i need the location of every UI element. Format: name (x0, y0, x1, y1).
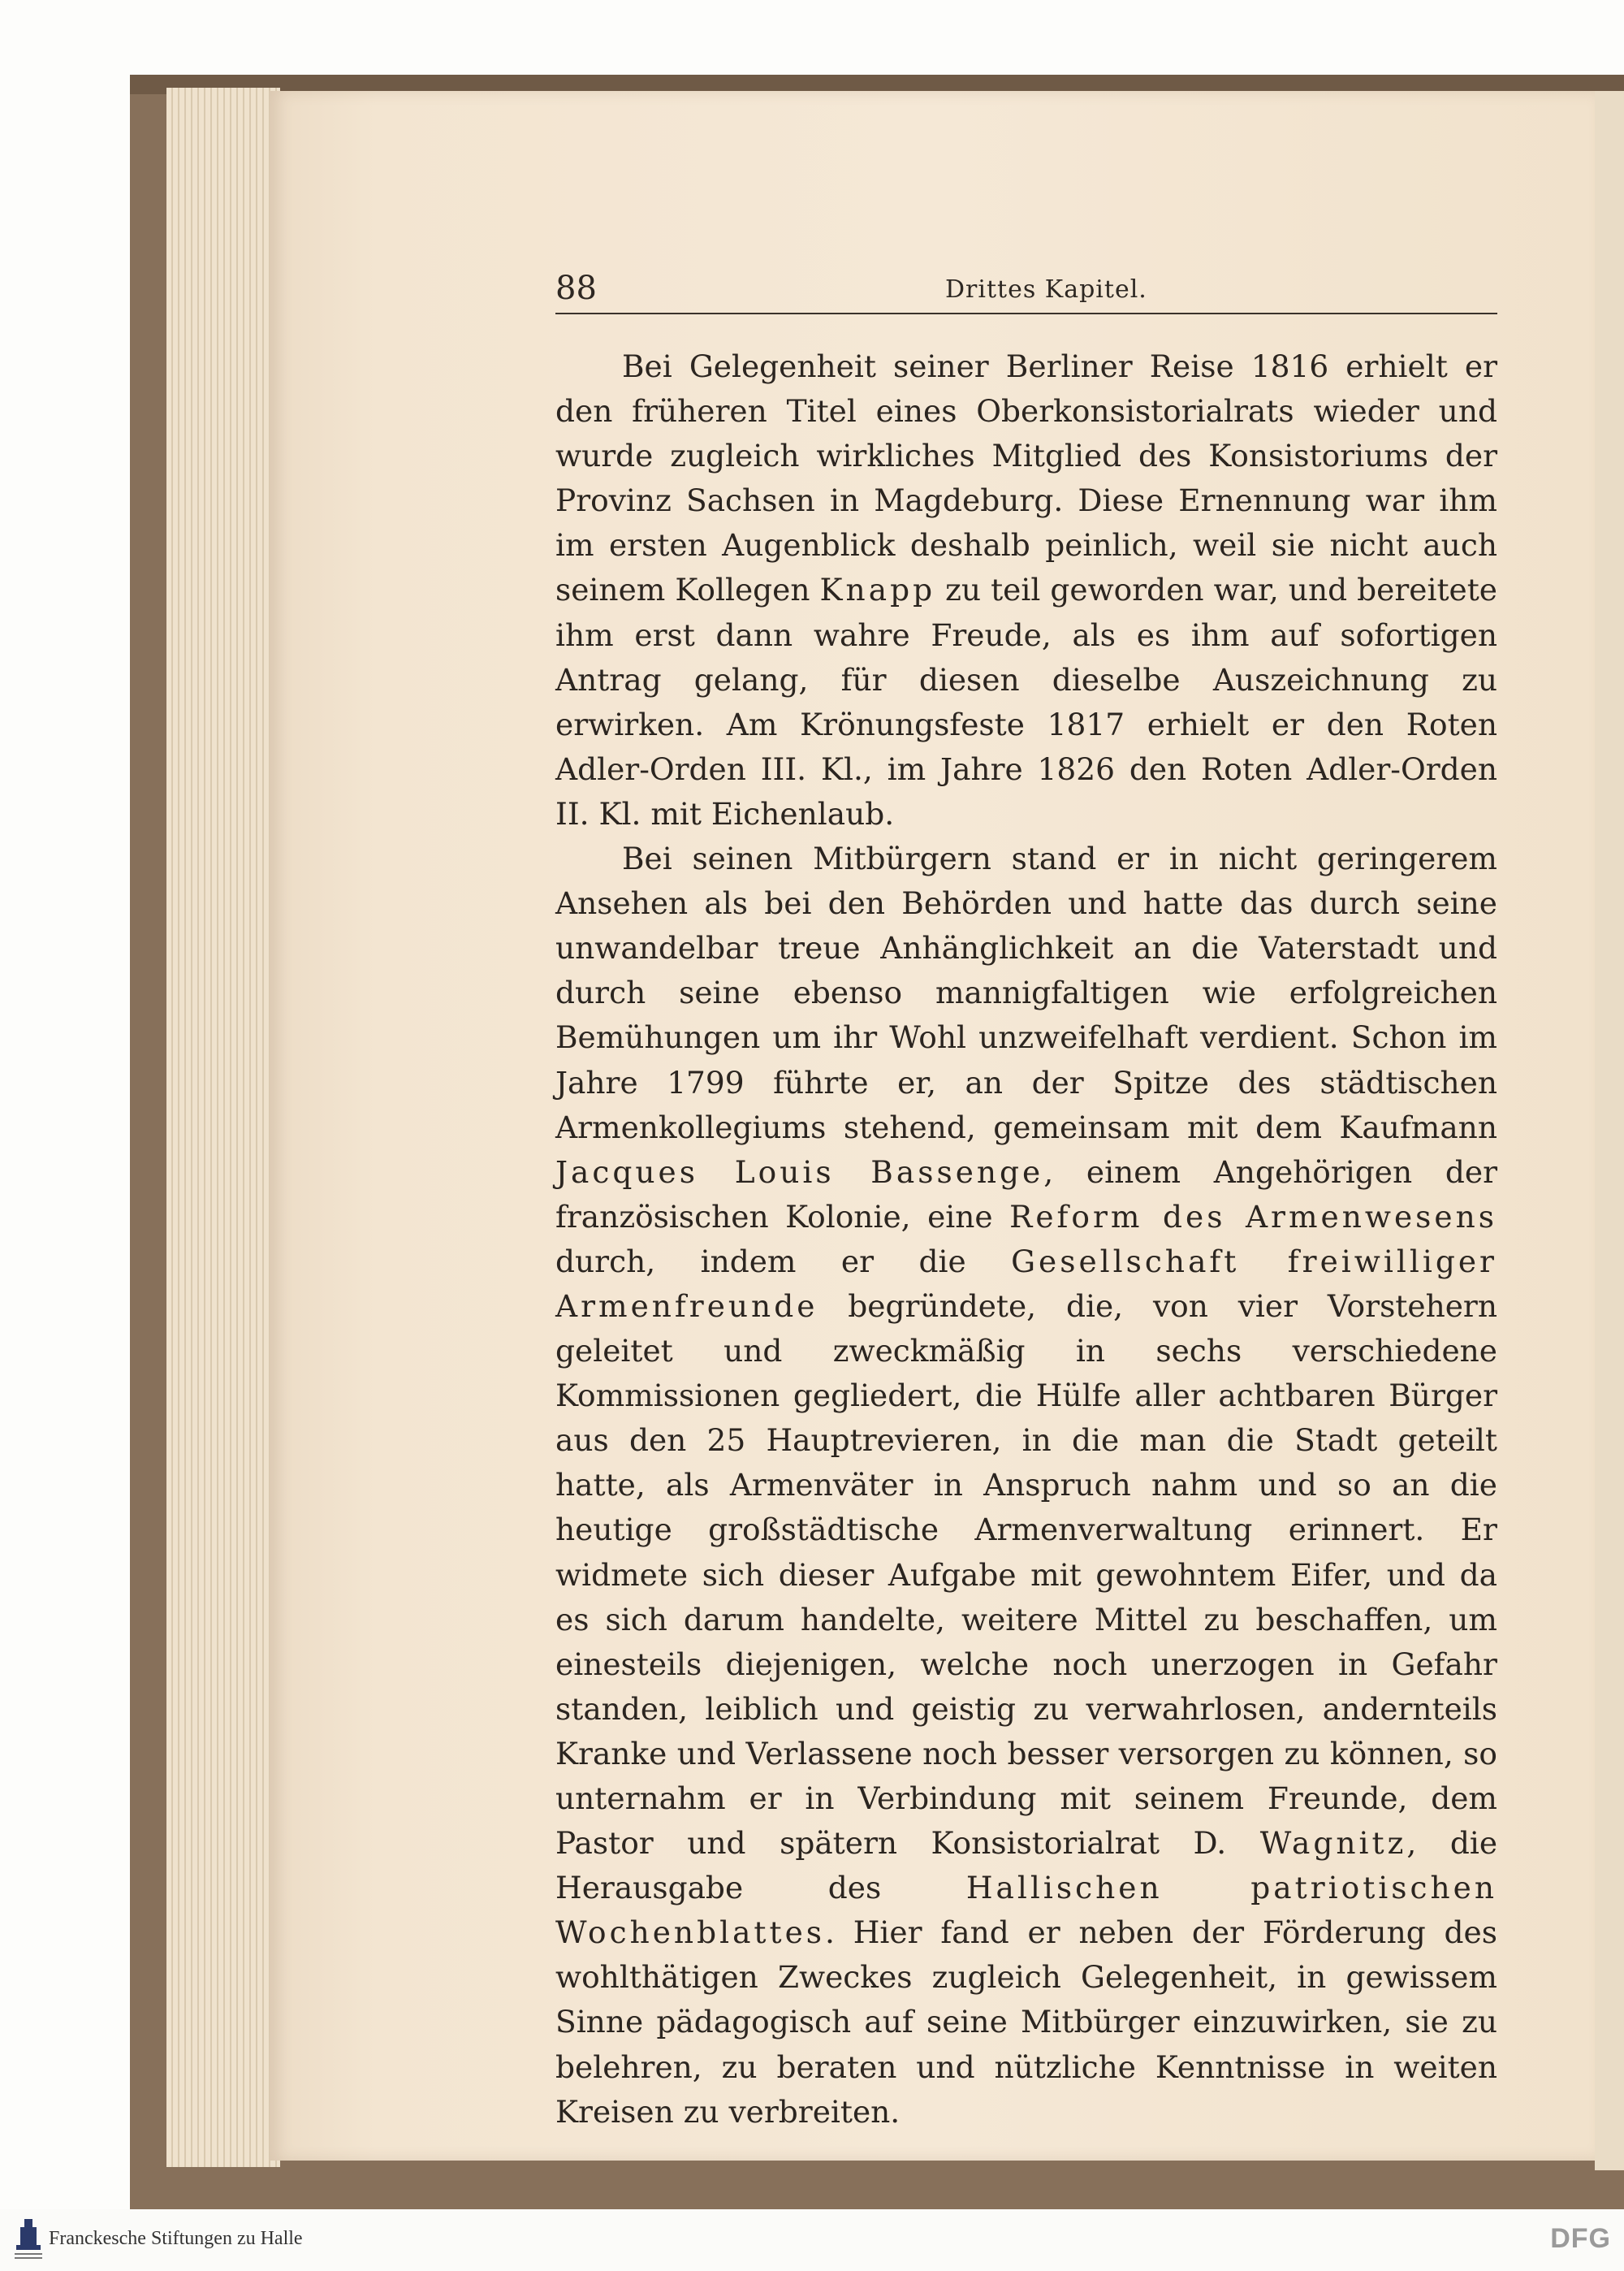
page-header (555, 264, 1497, 314)
spaced-name: Jacques Louis Bassenge (555, 1153, 1044, 1190)
institution-logo-icon (13, 2217, 44, 2263)
text-run: durch, indem er die (555, 1243, 1012, 1279)
spaced-term: Hallischen patriotischen Wochenblattes (555, 1870, 1497, 1951)
text-run: begründete, die, von vier Vorstehern geleitet und zweckmäßig in sechs verschiedene Kommissionen gegliedert, die Hülfe aller achtbaren Bürger aus den 25 Hauptrevieren, in die man die Stadt geteilt hatte, als Armenväter in Anspruch nahm und so an die heutige großstädtische Armenverwaltung erinnert. Er widmete sich dieser Aufgabe mit gewohntem Eifer, und da es sich darum handelte, weitere Mittel zu beschaffen, um einesteils diejenigen, welche noch unerzogen in Gefahr standen, leiblich und geistig zu verwahrlosen, andernteils Kranke und Verlassene noch besser versorgen zu können, so unternahm er in Verbindung mit seinem Freunde, dem Pastor und spätern Konsistorialrat D. (555, 1287, 1497, 1862)
page-edges (166, 88, 280, 2167)
dfg-logo: DFG (1550, 2223, 1611, 2254)
page-number: 88 (555, 270, 597, 307)
body-text (555, 344, 1497, 2135)
spaced-term: Gesellschaft freiwilliger Armenfreunde (555, 1243, 1497, 1324)
viewer-footer (0, 2209, 1624, 2271)
text-run: , die Herausgabe des (555, 1825, 1498, 1906)
facing-page-edge (1595, 91, 1624, 2170)
institution-name: Franckesche Stiftungen zu Halle (49, 2228, 303, 2249)
spaced-name: Knapp (819, 572, 936, 608)
text-run: zu teil geworden war, und bereitete ihm erst dann wahre Freude, als es ihm auf sofortigen Antrag gelang, für diesen dieselbe Auszeichnung zu erwirken. Am Krönungsfeste 1817 erhielt er den Roten Adler-Orden III. Kl., im Jahre 1826 den Roten Adler-Orden II. Kl. mit Eichenlaub. (555, 572, 1497, 832)
text-run: Bei seinen Mitbürgern stand er in nicht geringerem Ansehen als bei den Behörden und hatte das durch seine unwandelbar treue Anhänglichkeit an die Vaterstadt und durch seine ebenso mannigfaltigen wie erfolgreichen Bemühungen um ihr Wohl unzweifelhaft verdient. Schon im Jahre 1799 führte er, an der Spitze des städtischen Armenkollegiums stehend, gemeinsam mit dem Kaufmann (555, 841, 1497, 1145)
paragraph (555, 344, 1497, 837)
paragraph (555, 837, 1497, 2135)
text-run: Bei Gelegenheit seiner Berliner Reise 1816 erhielt er den früheren Titel eines Oberkonsistorialrats wieder und wurde zugleich wirkliches Mitglied des Konsistoriums der Provinz Sachsen in Magdeburg. Diese Ernennung war ihm im ersten Augenblick deshalb peinlich, weil sie nicht auch seinem Kollegen (555, 348, 1497, 608)
header-rule (555, 313, 1497, 314)
running-title: Drittes Kapitel. (945, 275, 1147, 304)
text-run: , einem Angehörigen der französischen Kolonie, eine (555, 1153, 1498, 1235)
spaced-name: Wagnitz (1259, 1825, 1407, 1862)
text-run: . Hier fand er neben der Förderung des wohlthätigen Zweckes zugleich Gelegenheit, in gewissem Sinne pädagogisch auf seine Mitbürger einzuwirken, sie zu belehren, zu beraten und nützliche Kenntnisse in weiten Kreisen zu verbreiten. (555, 1914, 1497, 2130)
spaced-term: Reform des Armenwesens (1009, 1198, 1497, 1235)
